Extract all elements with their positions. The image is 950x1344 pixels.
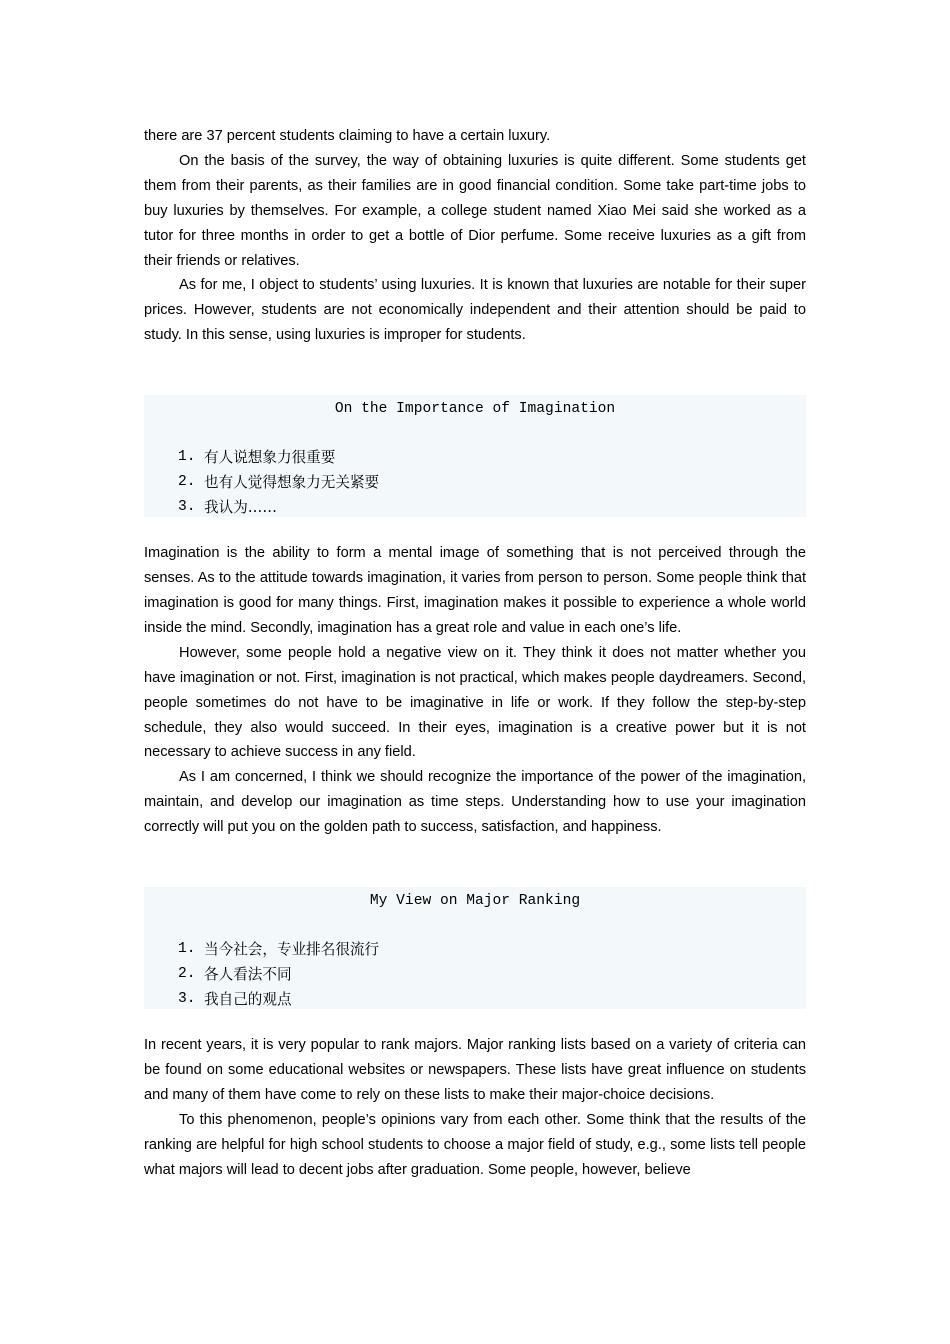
paragraph: In recent years, it is very popular to rank majors. Major ranking lists based on a variety of criteria can be found on some educational websites or newspapers. These lists have great influence on students and many of them have come to rely on these lists to make their major-choice decisions. xyxy=(144,1037,806,1103)
outline-item: 1. 有人说想象力很重要 xyxy=(178,449,336,467)
paragraph: To this phenomenon, people’s opinions vary from each other. Some think that the results of the ranking are helpful for high school students to choose a major field of study, e.g., some lists tell people what majors will lead to decent jobs after graduation. Some people, however, believe xyxy=(144,1111,806,1178)
outline-item: 2. 也有人觉得想象力无关紧要 xyxy=(178,474,380,492)
paragraph: On the basis of the survey, the way of obtaining luxuries is quite different. Some students get them from their parents, as their families are in good financial condition. Some take part-time jobs to buy luxuries by themselves. For example, a college student named Xiao Mei said she worked as a tutor for three months in order to get a bottle of Dior perfume. Some receive luxuries as a gift from their friends or relatives. xyxy=(144,152,806,269)
outline-item: 3. 我自己的观点 xyxy=(178,991,292,1009)
outline-item: 1. 当今社会，专业排名很流行 xyxy=(178,941,380,959)
paragraph: Imagination is the ability to form a mental image of something that is not perceived through the senses. As to the attitude towards imagination, it varies from person to person. Some people think that imagination is good for many things. First, imagination makes it possible to experience a whole world inside the mind. Secondly, imagination has a great role and value in each one’s life. xyxy=(144,545,806,636)
document-page xyxy=(144,124,806,1182)
essay-prompt-box xyxy=(144,887,806,1009)
paragraph: As I am concerned, I think we should recognize the importance of the power of the imagination, maintain, and develop our imagination as time steps. Understanding how to use your imagination correctly will put you on the golden path to success, satisfaction, and happiness. xyxy=(144,769,806,836)
outline-item: 3. 我认为…… xyxy=(178,499,277,517)
essay-title: My View on Major Ranking xyxy=(369,893,581,910)
paragraph: However, some people hold a negative view on it. They think it does not matter whether you have imagination or not. First, imagination is not practical, which makes people daydreamers. Second, people sometimes do not have to be imaginative in life or work. If they follow the step-by-step schedule, they also would succeed. In their eyes, imagination is a creative power but it is not necessary to achieve success in any field. xyxy=(144,644,806,761)
essay-prompt-box xyxy=(144,395,806,517)
outline-item: 2. 各人看法不同 xyxy=(178,966,292,984)
outline-list xyxy=(144,916,806,1012)
paragraph: As for me, I object to students’ using luxuries. It is known that luxuries are notable for their super prices. However, students are not economically independent and their attention should be paid to study. In this sense, using luxuries is improper for students. xyxy=(144,277,806,344)
paragraph: there are 37 percent students claiming to have a certain luxury. xyxy=(144,128,551,144)
essay-title: On the Importance of Imagination xyxy=(334,401,616,418)
outline-list xyxy=(144,424,806,520)
